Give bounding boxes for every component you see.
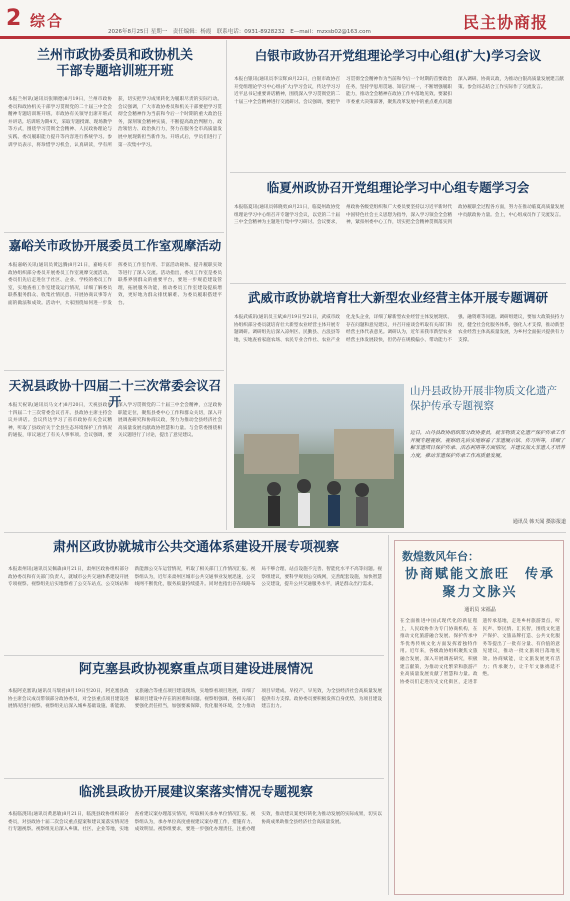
article-body-suzhou: 本报肃州讯(通讯员吴佩森)8月21日，肃州区政协组织部分政协委员和有关部门负责人，就城市公共交通体系建设开展专项视察。视察组先后实地察看了公交车站点、公交场站和新能源公交车运营情况，听取了相关部门工作情况汇报。视察组认为，近年来肃州区城市公共交通事业发展迅速，公交线网不断优化，服务质量持续提升。同时也指出存在线路布局不够合理、站点设施不完善、智能化水平不高等问题。视察组建议，要科学规划公交线网，完善配套设施，加快智慧公交建设，提升公共交通服务水平，满足群众出行需求。 bbox=[8, 567, 382, 588]
photo-credit: 通讯员 韩天闻 摄影报道 bbox=[512, 519, 566, 525]
section-divider bbox=[4, 655, 384, 656]
newspaper-logo: 民主协商报 bbox=[462, 13, 548, 32]
article-body-linxia: 本报临夏讯(通讯员韩晓勇)8月21日，临夏州政协党组理论学习中心组召开专题学习会议，以党的二十届三中全会精神为主题进行集中学习研讨。会议要求，州政协各级党组织和广大委员要坚持以习近平新时代中国特色社会主义思想为指导，深入学习领会全会精神，紧扣州委中心工作，切实把全会精神贯彻落实到政协履职全过程各方面，努力在推动临夏高质量发展中贡献政协力量。会上，中心组成员作了交流发言。 bbox=[234, 205, 564, 226]
article-headline-baiyin: 白银市政协召开党组理论学习中心组(扩大)学习会议 bbox=[254, 48, 542, 63]
article-body-akesai: 本报阿克塞讯(通讯员马瑞君)8月19日至20日，阿克塞县政协主席会议成员带领部分政协委员，对全县重点项目建设进展情况进行视察。视察组先后深入城乡基础设施、新能源、文旅融合等重点项目建设现场，实地察看项目进展，详细了解项目建设中存在的困难和问题。视察组强调，各相关部门要强化责任担当，加强要素保障，优化服务环境，全力推动项目早建成、早投产、早见效，为全县经济社会高质量发展提供有力支撑。政协委员要积极发挥自身优势，为项目建设建言出力。 bbox=[8, 689, 382, 710]
article-body-tianzhu: 本报天祝讯(通讯员马文才)8月20日，天祝县政协十四届二十三次常委会议召开。县政协主席主持会议并讲话。会议传达学习了省市政协有关会议精神，听取了县政府关于全县生态环境保护工作情况的通报，审议通过了有关人事事项。会议强调，要深入学习贯彻党的二十届三中全会精神，立足政协职能定位，聚焦县委中心工作和群众关切，深入开展调查研究和协商议政，努力为推动全县经济社会高质量发展贡献政协智慧和力量。与会常委围绕相关议题进行了讨论，提出了意见建议。 bbox=[8, 403, 222, 439]
photo-scene bbox=[234, 384, 404, 528]
section-divider bbox=[230, 283, 566, 284]
article-headline-tianzhu: 天祝县政协十四届二十三次常委会议召开 bbox=[8, 378, 222, 409]
section-divider bbox=[230, 172, 566, 173]
article-headline-suzhou: 肃州区政协就城市公共交通体系建设开展专项视察 bbox=[52, 540, 339, 555]
column-divider bbox=[388, 535, 389, 895]
article-headline-wuwei: 武威市政协就培育壮大新型农业经营主体开展专题调研 bbox=[247, 290, 548, 305]
article-body-lanzhou: 本报兰州讯(通讯员张顺德)8月19日，兰州市政协委员和政协机关干部学习贯彻党的二十届三中全会精神专题培训班开班。市政协有关领导出席开班式并讲话。培训班为期4天，采取专题授课、现场教学等方式，围绕学习贯彻全会精神、人民政协理论与实践、委员履职能力提升等内容进行系统学习。参训学员表示，将珍惜学习机会，认真研读，学有所获，切实把学习成果转化为履职尽责的实际行动。会议强调，广大市政协委员和机关干部要把学习贯彻全会精神作为当前和今后一个时期的重大政治任务，深刻领会精神实质，不断提高政治判断力、政治领悟力、政治执行力，努力在服务全市高质量发展中展现新担当新作为。开班式后，学员们进行了第一次集中学习。 bbox=[8, 97, 222, 148]
feature-author: 通讯员 宋福晶 bbox=[464, 607, 496, 613]
article-body-jiayuguan: 本报嘉峪关讯(通讯员黄远腾)8月21日，嘉峪关市政协组织部分委员开展委员工作室观摩交流活动。委员们先后走进位于社区、企业、学校的委员工作室，实地查看工作室建设运行情况，详细了解委员联系服务群众、收集社情民意、开展协商议事等方面的做法和成效。活动中，大家围绕如何进一步发挥委员工作室作用、丰富活动载体、提升履职实效等进行了深入交流。活动指出，委员工作室是委员联系界别群众的重要平台，要进一步规范建设管理，拓展服务功能，推动委员工作室建设提质增效，更好地为群众排忧解难、为委员履职搭建平台。 bbox=[8, 263, 222, 306]
page-number: 2 bbox=[6, 6, 22, 31]
article-body-lintao: 本报临洮讯(通讯员黄思敏)8月21日，临洮县政协组织部分委员，对县政协十届二次会议重点提案和建议案落实情况进行专题视察。视察组先后深入乡镇、社区、企业等地，实地查看建议案办理落实情况，听取相关承办单位情况汇报。视察组认为，承办单位高度重视建议案办理工作，措施有力、成效明显。视察组要求，要进一步强化办理责任，注重办理实效，推动建议案更好转化为推动发展的实际成果，切实以协商成果助推全县经济社会高质量发展。 bbox=[8, 812, 382, 833]
section-divider bbox=[4, 532, 566, 533]
feature-title: 协商赋能文旅旺 传承聚力文脉兴 bbox=[404, 567, 555, 600]
article-headline-lintao: 临洮县政协开展建议案落实情况专题视察 bbox=[78, 785, 313, 800]
article-headline-akesai: 阿克塞县政协视察重点项目建设进展情况 bbox=[78, 662, 313, 677]
section-divider bbox=[4, 370, 224, 371]
article-body-wuwei: 本报武威讯(通讯员王斌)8月19日至21日，武威市政协组织部分委员就培育壮大新型农业经营主体开展专题调研。调研组先后深入凉州区、民勤县、古浪县等地，实地查看家庭农场、农民专业合作社、农业产业化龙头企业，详细了解新型农业经营主体发展现状、存在问题和意见建议，并召开座谈会听取有关部门和经营主体代表意见。调研认为，近年来我市新型农业经营主体发展较快，但仍存在规模偏小、带动能力不强、融资难等问题。调研组建议，要加大政策扶持力度，健全社会化服务体系，强化人才支撑，推动新型农业经营主体高质量发展，为乡村全面振兴提供有力支撑。 bbox=[234, 315, 564, 343]
section-divider bbox=[4, 778, 384, 779]
masthead-rule bbox=[0, 36, 570, 39]
issue-info: 2026年8月25日 星期一 责任编辑：杨霞 联系电话：0931-8928232 E—mail：mzxsb02@163.com bbox=[108, 29, 371, 35]
section-title: 综合 bbox=[30, 12, 65, 30]
column-divider bbox=[226, 40, 227, 530]
article-body-baiyin: 本报白银讯(通讯员李宗辉)8月22日，白银市政协召开党组理论学习中心组(扩大)学习会议，传达学习习近平总书记重要讲话精神，围绕深入学习贯彻党的二十届三中全会精神进行交流研讨。会议强调，要把学习贯彻全会精神作为当前和今后一个时期的首要政治任务，坚持学思用贯通、知信行统一，不断增强履职能力，推动全会精神在政协工作中落地见效。要紧扣市委重大决策部署，聚焦改革发展中的重点难点问题深入调研、协商议政，为推动白银高质量发展建言献策。参会同志结合工作实际作了交流发言。 bbox=[234, 77, 564, 105]
news-photo bbox=[234, 384, 404, 528]
article-headline-linxia: 临夏州政协召开党组理论学习中心组专题学习会 bbox=[266, 180, 530, 195]
article-headline-jiayuguan: 嘉峪关市政协开展委员工作室观摩活动 bbox=[8, 238, 222, 253]
feature-kicker: 数煌数风年台： bbox=[402, 550, 479, 563]
photo-caption-text: 近日，山丹县政协组织部分政协委员，就非物质文化遗产保护传承工作开展专题视察。视察组先后实地察看了非遗展示馆、传习所等，详细了解非遗项目保护传承、活态利用等方面情况，并建议加大非遗人才培养力度，推动非遗保护传承工作高质量发展。 bbox=[410, 430, 566, 459]
section-divider bbox=[4, 232, 224, 233]
article-headline-lanzhou: 兰州市政协委员和政协机关 干部专题培训班开班 bbox=[36, 48, 193, 80]
feature-body: 在全面推进中国式现代化的新征程上，人民政协作为专门协商机构，在推动文化旅游融合发展、保护传承中华优秀传统文化方面发挥着独特作用。近年来，各级政协组织聚焦文旅融合发展，深入开展调查研究，积极建言献策，为推动文化繁荣和旅游产业高质量发展贡献了智慧和力量。政协委员们走进历史文化街区，走进非遗传承基地，走进乡村旅游景点，听民声、察民情、汇民智，围绕文化遗产保护、文旅品牌打造、公共文化服务等提出了一批有分量、有价值的意见建议，推动一批文旅项目落地见效。协商赋能，让文旅发展更有活力；传承聚力，让千年文脉绵延不绝。 bbox=[400, 619, 560, 685]
photo-caption-overlay: 山丹县政协开展非物质文化遗产保护传承专题视察 bbox=[410, 385, 557, 412]
